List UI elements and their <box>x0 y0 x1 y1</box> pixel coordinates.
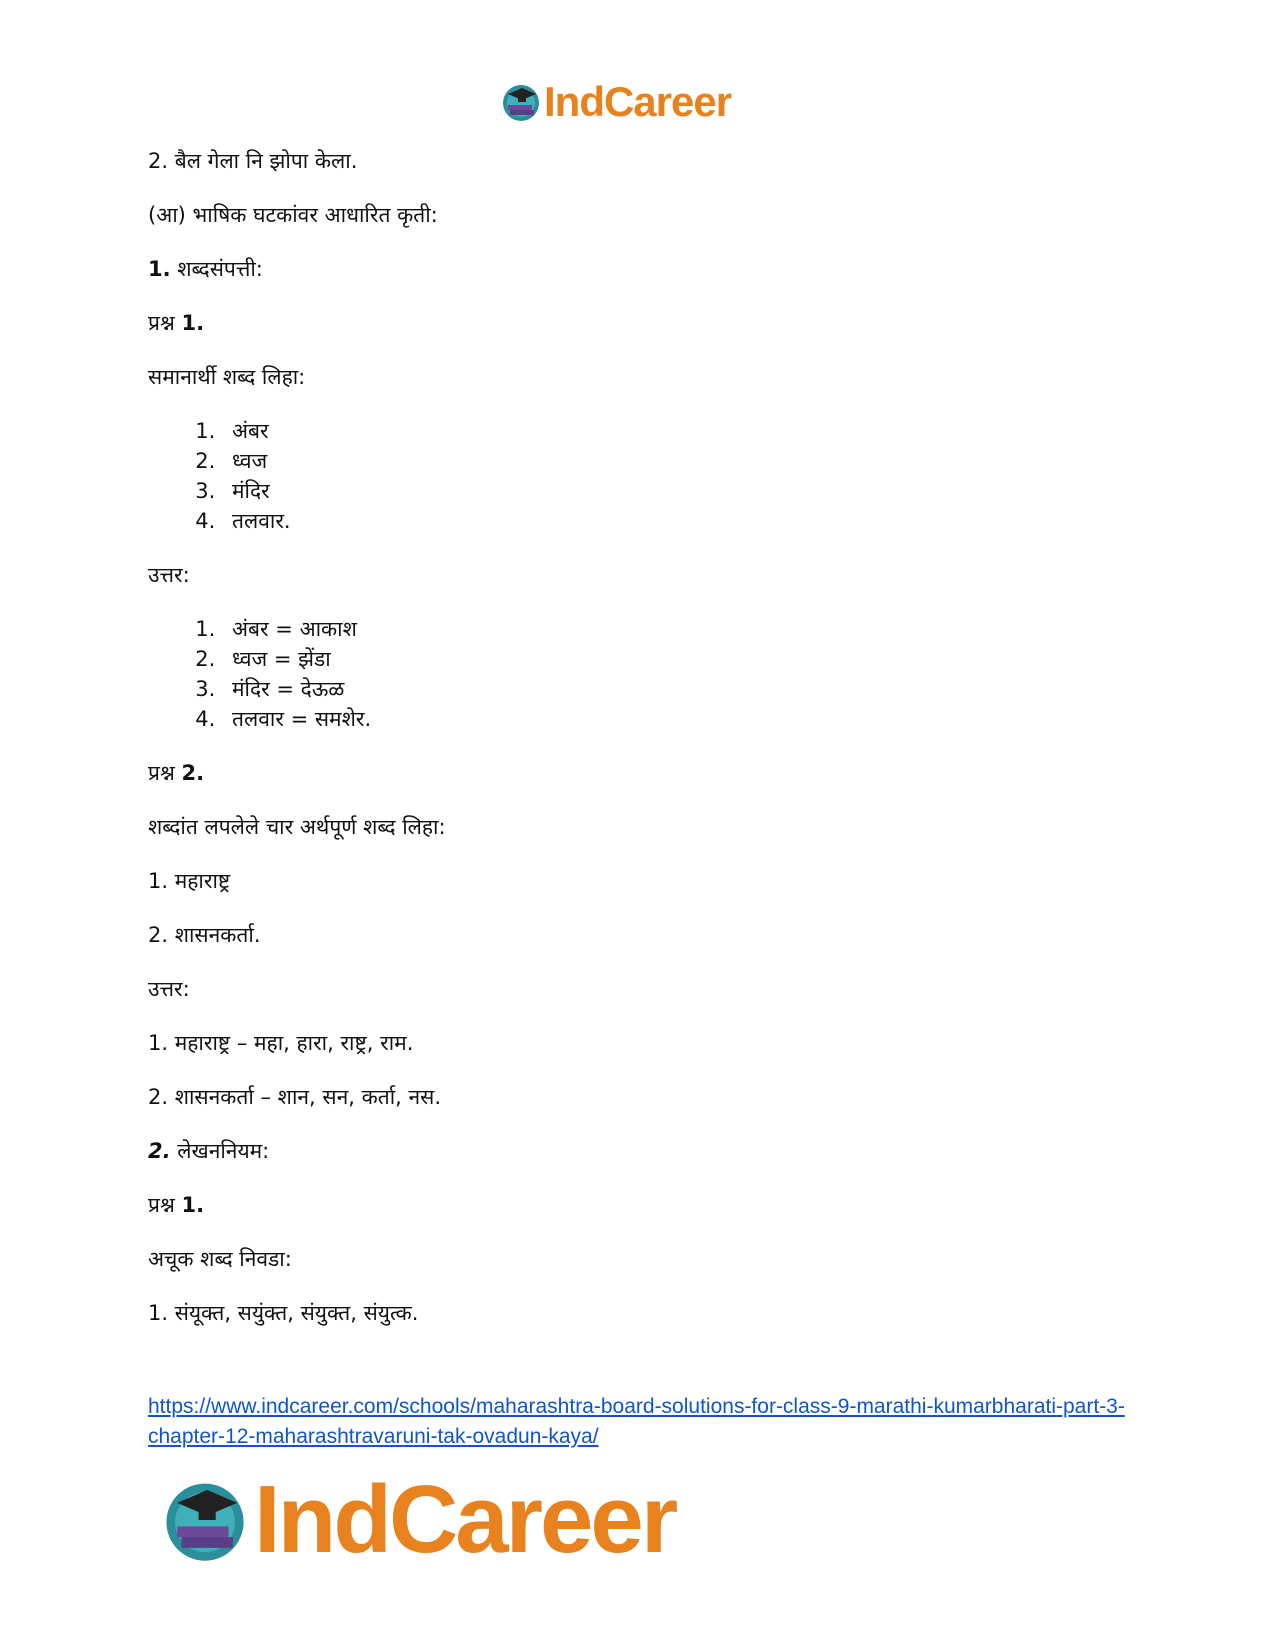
list-item: 2. ध्वज <box>222 446 1138 476</box>
question-instruction-1: समानार्थी शब्द लिहा: <box>148 365 306 389</box>
answer-list-1 <box>148 614 1138 734</box>
question-label: प्रश्न <box>148 761 175 785</box>
question-heading-1 <box>148 308 1138 338</box>
header-logo-text: IndCareer <box>544 78 732 125</box>
question-heading-2 <box>148 758 1138 788</box>
subsection-number: 2. <box>148 1139 171 1163</box>
question-item: 2. शासनकर्ता. <box>148 923 261 947</box>
subsection-vocabulary <box>148 254 1138 284</box>
header-logo <box>500 78 731 126</box>
list-item: 4. तलवार = समशेर. <box>222 704 1138 734</box>
list-item: 1. अंबर <box>222 416 1138 446</box>
footer-logo <box>160 1465 675 1575</box>
question-instruction-2: शब्दांत लपलेले चार अर्थपूर्ण शब्द लिहा: <box>148 815 446 839</box>
subsection-title: शब्दसंपत्ती: <box>177 257 263 281</box>
answer-label-1: उत्तर: <box>148 563 190 587</box>
question-item: 1. संयूक्त, सयुंक्त, संयुक्त, संयुत्क. <box>148 1301 419 1325</box>
question-item: 1. महाराष्ट्र <box>148 869 231 893</box>
question-label: प्रश्न <box>148 311 175 335</box>
graduation-book-globe-icon <box>160 1475 250 1565</box>
question-label: प्रश्न <box>148 1193 175 1217</box>
subsection-writing-rules <box>148 1136 1138 1166</box>
list-item: 2. ध्वज = झेंडा <box>222 644 1138 674</box>
question-number: 1. <box>181 311 205 335</box>
question-list-1 <box>148 416 1138 536</box>
intro-line: 2. बैल गेला नि झोपा केला. <box>148 149 358 173</box>
section-heading-aa: (आ) भाषिक घटकांवर आधारित कृती: <box>148 203 438 227</box>
graduation-book-globe-icon <box>500 81 542 123</box>
answer-item: 2. शासनकर्ता – शान, सन, कर्ता, नस. <box>148 1085 442 1109</box>
answer-item: 1. महाराष्ट्र – महा, हारा, राष्ट्र, राम. <box>148 1031 414 1055</box>
list-item: 1. अंबर = आकाश <box>222 614 1138 644</box>
question-instruction-3: अचूक शब्द निवडा: <box>148 1247 292 1271</box>
list-item: 4. तलवार. <box>222 506 1138 536</box>
subsection-number: 1. <box>148 257 171 281</box>
source-link[interactable]: https://www.indcareer.com/schools/maharashtra-board-solutions-for-class-9-marathi-kumarbharati-part-3-chapter-12-maharashtravaruni-tak-ovadun-kaya/ <box>148 1395 1125 1448</box>
subsection-title: लेखननियम: <box>177 1139 270 1163</box>
question-heading-3 <box>148 1190 1138 1220</box>
list-item: 3. मंदिर <box>222 476 1138 506</box>
answer-label-2: उत्तर: <box>148 977 190 1001</box>
list-item: 3. मंदिर = देऊळ <box>222 674 1138 704</box>
main-content <box>148 146 1138 1352</box>
question-number: 2. <box>181 761 205 785</box>
question-number: 1. <box>181 1193 205 1217</box>
footer-logo-text: IndCareer <box>254 1466 676 1573</box>
